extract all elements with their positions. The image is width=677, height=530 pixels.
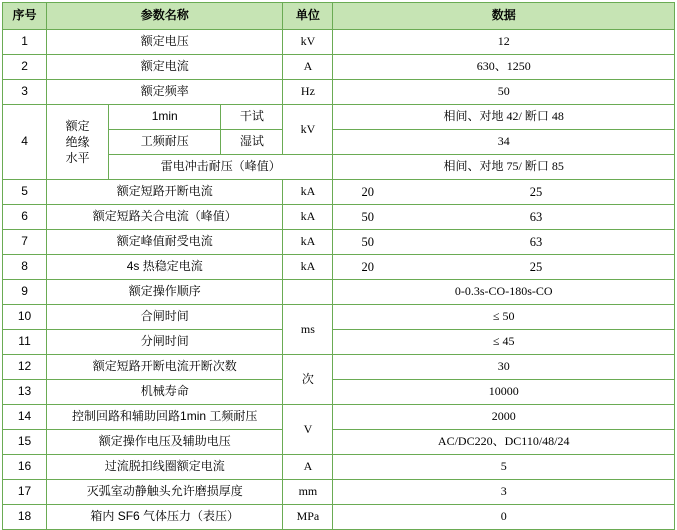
table-row <box>3 305 675 330</box>
row-no: 17 <box>3 480 47 505</box>
row-name: 额定操作顺序 <box>47 280 283 305</box>
row-name: 额定频率 <box>47 80 283 105</box>
row-no: 6 <box>3 205 47 230</box>
row-unit: A <box>283 455 333 480</box>
row-name: 机械寿命 <box>47 380 283 405</box>
table-row <box>3 505 675 530</box>
row-no: 11 <box>3 330 47 355</box>
row-no: 9 <box>3 280 47 305</box>
row-data-a: 50 <box>361 209 374 224</box>
row-data: AC/DC220、DC110/48/24 <box>333 430 675 455</box>
row-unit: mm <box>283 480 333 505</box>
row-data-a: 20 <box>361 184 374 199</box>
row-data: 3 <box>333 480 675 505</box>
row-unit: kA <box>283 255 333 280</box>
row-no: 13 <box>3 380 47 405</box>
table-row <box>3 30 675 55</box>
insulation-label-line1: 额定 <box>65 118 90 133</box>
insulation-wet-test: 湿试 <box>221 130 283 155</box>
row-name: 过流脱扣线圈额定电流 <box>47 455 283 480</box>
table-row <box>3 205 675 230</box>
row-name: 额定操作电压及辅助电压 <box>47 430 283 455</box>
row-name: 4s 热稳定电流 <box>47 255 283 280</box>
row-unit: kV <box>283 105 333 155</box>
row-unit: A <box>283 55 333 80</box>
row-no: 2 <box>3 55 47 80</box>
row-data: 630、1250 <box>333 55 675 80</box>
table-row <box>3 455 675 480</box>
row-no: 18 <box>3 505 47 530</box>
table-row <box>3 230 675 255</box>
row-data <box>333 180 675 205</box>
row-no: 15 <box>3 430 47 455</box>
row-name: 灭弧室动静触头允许磨损厚度 <box>47 480 283 505</box>
table-row <box>3 480 675 505</box>
insulation-lightning: 雷电冲击耐压（峰值） <box>109 155 333 180</box>
row-no: 8 <box>3 255 47 280</box>
row-no: 5 <box>3 180 47 205</box>
row-unit: V <box>283 405 333 455</box>
insulation-label <box>47 105 109 180</box>
insulation-label-line3: 水平 <box>65 151 90 166</box>
row-name: 额定峰值耐受电流 <box>47 230 283 255</box>
specification-table <box>2 2 675 530</box>
row-data-wet: 34 <box>333 130 675 155</box>
row-name: 合闸时间 <box>47 305 283 330</box>
row-data-dry: 相间、对地 42/ 断口 48 <box>333 105 675 130</box>
row-data: 50 <box>333 80 675 105</box>
table-row <box>3 380 675 405</box>
row-data-a: 50 <box>361 234 374 249</box>
row-unit: kA <box>283 205 333 230</box>
table-row-insulation-dry <box>3 105 675 130</box>
row-unit: Hz <box>283 80 333 105</box>
header-unit: 单位 <box>283 3 333 30</box>
row-data-b: 25 <box>529 184 543 199</box>
row-unit: ms <box>283 305 333 355</box>
row-unit: 次 <box>283 355 333 405</box>
row-data: ≤ 45 <box>333 330 675 355</box>
row-data <box>333 205 675 230</box>
row-unit: kA <box>283 230 333 255</box>
row-data: 30 <box>333 355 675 380</box>
row-data: 0-0.3s-CO-180s-CO <box>333 280 675 305</box>
header-row <box>3 3 675 30</box>
row-name: 额定短路关合电流（峰值） <box>47 205 283 230</box>
row-data-a: 20 <box>361 259 374 274</box>
row-name: 额定电压 <box>47 30 283 55</box>
row-data: ≤ 50 <box>333 305 675 330</box>
row-name: 额定短路开断电流 <box>47 180 283 205</box>
row-data: 12 <box>333 30 675 55</box>
table-body <box>3 30 675 530</box>
row-no: 16 <box>3 455 47 480</box>
row-no: 12 <box>3 355 47 380</box>
table-row <box>3 430 675 455</box>
row-no: 1 <box>3 30 47 55</box>
insulation-label-line2: 绝缘 <box>65 134 90 149</box>
row-no: 4 <box>3 105 47 180</box>
table-row <box>3 55 675 80</box>
insulation-power-freq-name: 工频耐压 <box>109 130 221 155</box>
row-no: 7 <box>3 230 47 255</box>
row-data-lightning: 相间、对地 75/ 断口 85 <box>333 155 675 180</box>
row-data-b: 25 <box>529 259 543 274</box>
table-row <box>3 180 675 205</box>
row-data-b: 63 <box>529 209 543 224</box>
row-no: 3 <box>3 80 47 105</box>
insulation-dry-test: 干试 <box>221 105 283 130</box>
insulation-1min: 1min <box>109 105 221 130</box>
row-data: 5 <box>333 455 675 480</box>
row-name: 额定电流 <box>47 55 283 80</box>
row-unit <box>283 280 333 305</box>
row-data: 0 <box>333 505 675 530</box>
table-row <box>3 405 675 430</box>
row-data <box>333 230 675 255</box>
row-name: 分闸时间 <box>47 330 283 355</box>
header-name: 参数名称 <box>47 3 283 30</box>
table-header <box>3 3 675 30</box>
row-data-b: 63 <box>529 234 543 249</box>
header-no: 序号 <box>3 3 47 30</box>
row-no: 10 <box>3 305 47 330</box>
row-unit: MPa <box>283 505 333 530</box>
row-unit: kV <box>283 30 333 55</box>
table-row <box>3 280 675 305</box>
row-data <box>333 255 675 280</box>
row-data: 2000 <box>333 405 675 430</box>
row-name: 额定短路开断电流开断次数 <box>47 355 283 380</box>
table-row <box>3 255 675 280</box>
row-name: 箱内 SF6 气体压力（表压） <box>47 505 283 530</box>
header-data: 数据 <box>333 3 675 30</box>
row-no: 14 <box>3 405 47 430</box>
row-unit: kA <box>283 180 333 205</box>
row-data: 10000 <box>333 380 675 405</box>
row-name: 控制回路和辅助回路1min 工频耐压 <box>47 405 283 430</box>
table-row <box>3 80 675 105</box>
table-row <box>3 330 675 355</box>
table-row <box>3 355 675 380</box>
